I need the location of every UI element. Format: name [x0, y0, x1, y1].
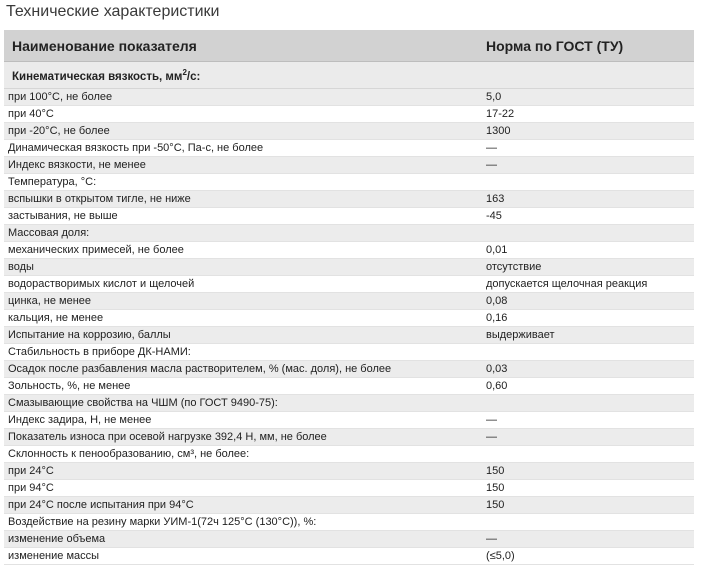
row-value-cell: выдерживает [478, 327, 694, 344]
row-value-cell: 0,01 [478, 242, 694, 259]
row-name-cell: Индекс вязкости, не менее [4, 157, 478, 174]
table-row [4, 89, 694, 106]
row-name-cell: водорастворимых кислот и щелочей [4, 276, 478, 293]
row-value-cell: 163 [478, 191, 694, 208]
section-row [4, 62, 694, 89]
row-value-cell [478, 514, 694, 531]
row-name-cell: изменение массы [4, 548, 478, 565]
section-label-text: Кинематическая вязкость, мм [12, 70, 183, 83]
row-name-cell: Индекс задира, Н, не менее [4, 412, 478, 429]
table-row [4, 259, 694, 276]
table-row [4, 293, 694, 310]
row-name-cell: Показатель износа при осевой нагрузке 392,4 Н, мм, не более [4, 429, 478, 446]
row-value-cell: — [478, 412, 694, 429]
row-value-cell: 150 [478, 463, 694, 480]
row-name-cell: при -20°С, не более [4, 123, 478, 140]
table-header-row [4, 30, 694, 62]
column-header-norm: Норма по ГОСТ (ТУ) [478, 30, 694, 62]
row-value-cell [478, 395, 694, 412]
table-row [4, 429, 694, 446]
row-name-cell: при 24°С после испытания при 94°С [4, 497, 478, 514]
table-row [4, 191, 694, 208]
row-value-cell: 1300 [478, 123, 694, 140]
row-name-cell: Осадок после разбавления масла растворителем, % (мас. доля), не более [4, 361, 478, 378]
table-row [4, 106, 694, 123]
row-value-cell: 0,60 [478, 378, 694, 395]
row-name-cell: при 40°С [4, 106, 478, 123]
row-name-cell: цинка, не менее [4, 293, 478, 310]
row-value-cell [478, 446, 694, 463]
row-name-cell: Смазывающие свойства на ЧШМ (по ГОСТ 9490-75): [4, 395, 478, 412]
table-row [4, 514, 694, 531]
row-value-cell: — [478, 157, 694, 174]
row-name-cell: Массовая доля: [4, 225, 478, 242]
table-row [4, 497, 694, 514]
row-value-cell [478, 174, 694, 191]
table-row [4, 310, 694, 327]
row-value-cell [478, 225, 694, 242]
table-row [4, 208, 694, 225]
row-value-cell: 17-22 [478, 106, 694, 123]
row-value-cell: 150 [478, 497, 694, 514]
row-value-cell: 150 [478, 480, 694, 497]
section-label-suffix: /с: [186, 70, 201, 83]
row-value-cell: — [478, 531, 694, 548]
section-label-sup: 2 [182, 67, 187, 77]
table-row [4, 174, 694, 191]
table-row [4, 480, 694, 497]
table-row [4, 140, 694, 157]
row-name-cell: воды [4, 259, 478, 276]
row-value-cell: — [478, 140, 694, 157]
row-name-cell: вспышки в открытом тигле, не ниже [4, 191, 478, 208]
table-row [4, 531, 694, 548]
row-value-cell: допускается щелочная реакция [478, 276, 694, 293]
table-row [4, 276, 694, 293]
table-row [4, 463, 694, 480]
row-value-cell: 0,16 [478, 310, 694, 327]
row-name-cell: Воздействие на резину марки УИМ-1(72ч 125°С (130°С)), %: [4, 514, 478, 531]
row-name-cell: Испытание на коррозию, баллы [4, 327, 478, 344]
table-row [4, 378, 694, 395]
row-name-cell: механических примесей, не более [4, 242, 478, 259]
table-row [4, 395, 694, 412]
table-row [4, 123, 694, 140]
row-name-cell: при 24°С [4, 463, 478, 480]
row-name-cell: Температура, °С: [4, 174, 478, 191]
row-value-cell: (≤5,0) [478, 548, 694, 565]
table-row [4, 548, 694, 565]
row-value-cell: 5,0 [478, 89, 694, 106]
table-row [4, 344, 694, 361]
row-name-cell: застывания, не выше [4, 208, 478, 225]
row-value-cell: 0,03 [478, 361, 694, 378]
row-name-cell: Динамическая вязкость при -50°С, Па-с, не более [4, 140, 478, 157]
column-header-name: Наименование показателя [4, 30, 478, 62]
row-name-cell: Склонность к пенообразованию, см³, не более: [4, 446, 478, 463]
section-label [4, 62, 694, 89]
table-row [4, 242, 694, 259]
row-value-cell: отсутствие [478, 259, 694, 276]
table-row [4, 446, 694, 463]
specs-table [4, 30, 694, 565]
row-name-cell: изменение объема [4, 531, 478, 548]
row-value-cell [478, 344, 694, 361]
row-name-cell: Стабильность в приборе ДК-НАМИ: [4, 344, 478, 361]
row-name-cell: Зольность, %, не менее [4, 378, 478, 395]
row-value-cell: — [478, 429, 694, 446]
table-row [4, 412, 694, 429]
table-row [4, 157, 694, 174]
row-name-cell: при 94°С [4, 480, 478, 497]
table-row [4, 361, 694, 378]
row-value-cell: 0,08 [478, 293, 694, 310]
row-value-cell: -45 [478, 208, 694, 225]
row-name-cell: при 100°С, не более [4, 89, 478, 106]
page-title: Технические характеристики [6, 3, 220, 20]
table-row [4, 327, 694, 344]
table-row [4, 225, 694, 242]
row-name-cell: кальция, не менее [4, 310, 478, 327]
